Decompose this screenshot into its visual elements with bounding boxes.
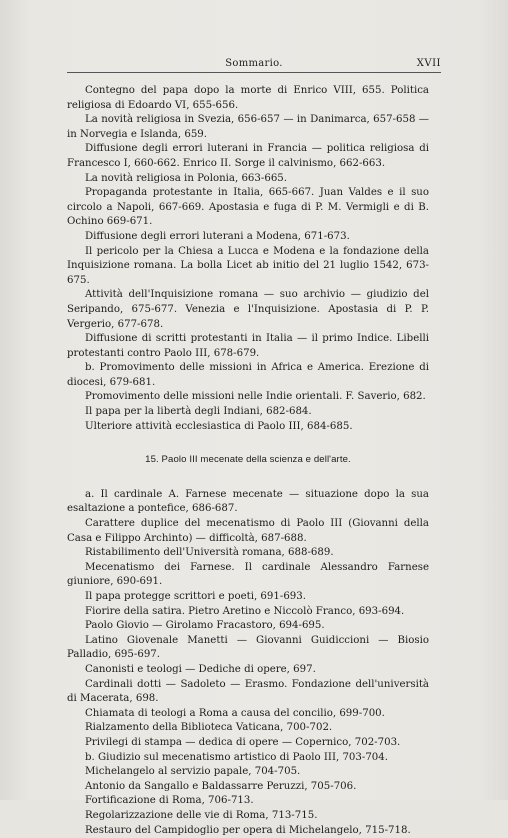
summary-entry: Ristabilimento dell'Università romana, 688-689. xyxy=(67,546,429,561)
summary-entry: Rialzamento della Biblioteca Vaticana, 700-702. xyxy=(67,721,429,736)
section-heading: 15. Paolo III mecenate della scienza e dell'arte. xyxy=(67,453,429,468)
summary-entry: Canonisti e teologi — Dediche di opere, 697. xyxy=(67,663,429,678)
summary-entry: Diffusione di scritti protestanti in Italia — il primo Indice. Libelli protestanti contro Paolo III, 678-679. xyxy=(67,332,429,361)
summary-entry: Carattere duplice del mecenatismo di Paolo III (Giovanni della Casa e Filippo Archinto) — difficoltà, 687-688. xyxy=(67,517,429,546)
summary-entry: Il papa per la libertà degli Indiani, 682-684. xyxy=(67,405,429,420)
summary-entry: Il papa protegge scrittori e poeti, 691-693. xyxy=(67,590,429,605)
summary-entry: La novità religiosa in Svezia, 656-657 — in Danimarca, 657-658 — in Norvegia e Islanda, 659. xyxy=(67,113,429,142)
summary-entry: Il pericolo per la Chiesa a Lucca e Modena e la fondazione della Inquisizione romana. La bolla Licet ab initio del 21 luglio 1542, 673-675. xyxy=(67,245,429,289)
summary-entry: Fiorire della satira. Pietro Aretino e Niccolò Franco, 693-694. xyxy=(67,605,429,620)
summary-entry: Propaganda protestante in Italia, 665-667. Juan Valdes e il suo circolo a Napoli, 667-669. Apostasia e fuga di P. M. Vermigli e di B. Ochino 669-671. xyxy=(67,186,429,230)
entries-before-list xyxy=(67,84,429,434)
summary-entry: b. Giudizio sul mecenatismo artistico di Paolo III, 703-704. xyxy=(67,751,429,766)
summary-entry: Mecenatismo dei Farnese. Il cardinale Alessandro Farnese giuniore, 690-691. xyxy=(67,561,429,590)
summary-entry: Diffusione degli errori luterani a Modena, 671-673. xyxy=(67,230,429,245)
running-title: Sommario. xyxy=(67,58,441,69)
summary-entry: Michelangelo al servizio papale, 704-705. xyxy=(67,765,429,780)
summary-entry: Promovimento delle missioni nelle Indie orientali. F. Saverio, 682. xyxy=(67,390,429,405)
summary-entry: Ulteriore attività ecclesiastica di Paolo III, 684-685. xyxy=(67,420,429,435)
summary-entry: b. Promovimento delle missioni in Africa e America. Erezione di diocesi, 679-681. xyxy=(67,361,429,390)
page-number: XVII xyxy=(417,58,441,69)
summary-entry: Attività dell'Inquisizione romana — suo archivio — giudizio del Seripando, 675-677. Venezia e l'Inquisizione. Apostasia di P. P. Vergerio, 677-678. xyxy=(67,288,429,332)
summary-entry: Chiamata di teologi a Roma a causa del concilio, 699-700. xyxy=(67,707,429,722)
summary-entry: Restauro del Campidoglio per opera di Michelangelo, 715-718. xyxy=(67,824,429,838)
summary-entry: Antonio da Sangallo e Baldassarre Peruzzi, 705-706. xyxy=(67,780,429,795)
summary-content xyxy=(67,84,429,838)
summary-entry: a. Il cardinale A. Farnese mecenate — situazione dopo la sua esaltazione a pontefice, 686-687. xyxy=(67,488,429,517)
summary-entry: Cardinali dotti — Sadoleto — Erasmo. Fondazione dell'università di Macerata, 698. xyxy=(67,678,429,707)
summary-entry: Paolo Giovio — Girolamo Fracastoro, 694-695. xyxy=(67,619,429,634)
summary-entry: Fortificazione di Roma, 706-713. xyxy=(67,794,429,809)
summary-entry: Contegno del papa dopo la morte di Enrico VIII, 655. Politica religiosa di Edoardo VI, 655-656. xyxy=(67,84,429,113)
summary-entry: Latino Giovenale Manetti — Giovanni Guidiccioni — Biosio Palladio, 695-697. xyxy=(67,634,429,663)
summary-entry: Privilegi di stampa — dedica di opere — Copernico, 702-703. xyxy=(67,736,429,751)
summary-entry: La novità religiosa in Polonia, 663-665. xyxy=(67,172,429,187)
summary-entry: Regolarizzazione delle vie di Roma, 713-715. xyxy=(67,809,429,824)
entries-after-list xyxy=(67,488,429,838)
summary-entry: Diffusione degli errori luterani in Francia — politica religiosa di Francesco I, 660-662. Enrico II. Sorge il calvinismo, 662-663. xyxy=(67,142,429,171)
running-header xyxy=(67,56,441,73)
